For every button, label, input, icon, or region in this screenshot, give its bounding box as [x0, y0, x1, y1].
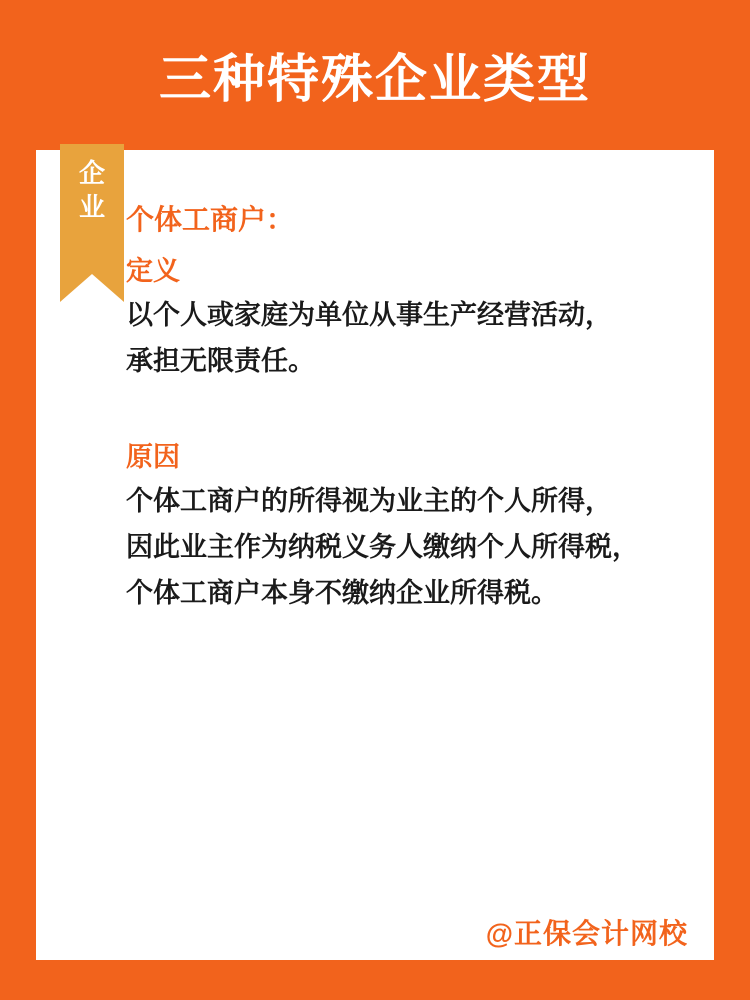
- ribbon-banner: [60, 144, 124, 274]
- ribbon-notch: [60, 274, 124, 302]
- reason-label: 原因: [126, 442, 180, 472]
- reason-section: [126, 436, 686, 616]
- reason-line-1: 个体工商户的所得视为业主的个人所得，: [126, 486, 612, 516]
- content-card: [36, 150, 714, 960]
- section-spacer: [126, 384, 686, 436]
- section-heading: 个体工商户：: [126, 204, 295, 235]
- ribbon-char-2: 业: [78, 192, 105, 222]
- page-title: 三种特殊企业类型: [158, 51, 591, 109]
- watermark: @正保会计网校: [485, 918, 688, 949]
- reason-line-2: 因此业主作为纳税义务人缴纳个人所得税，: [126, 532, 639, 562]
- definition-line-2: 承担无限责任。: [126, 346, 315, 376]
- definition-label: 定义: [126, 256, 180, 286]
- definition-line-1: 以个人或家庭为单位从事生产经营活动，: [126, 300, 612, 330]
- definition-section: [126, 250, 686, 384]
- ribbon-char-1: 企: [78, 158, 105, 188]
- card-content: [126, 198, 686, 616]
- reason-line-3: 个体工商户本身不缴纳企业所得税。: [126, 578, 558, 608]
